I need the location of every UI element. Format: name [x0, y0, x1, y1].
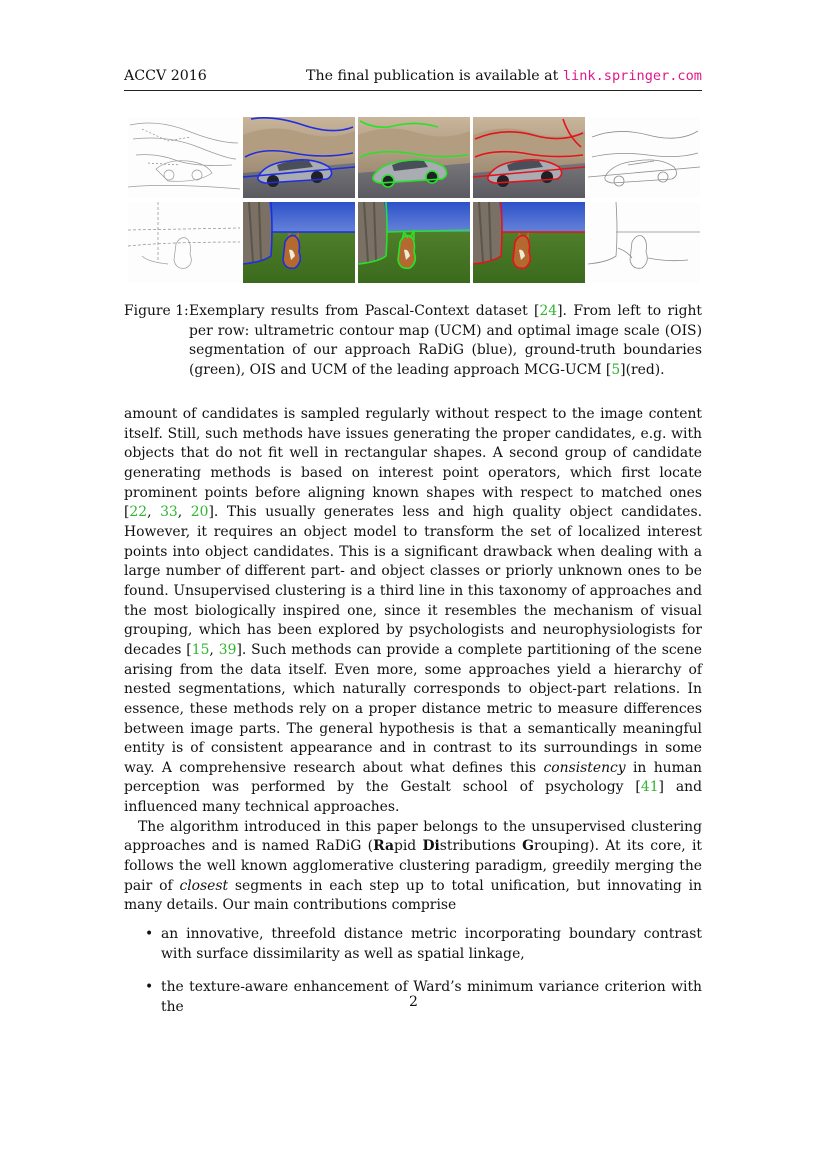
emphasis-closest: closest: [179, 877, 229, 894]
ois-ours-car: [243, 117, 355, 198]
p2-text: The algorithm introduced in this paper belongs to the unsupervised clustering approaches and is named RaDiG (: [124, 818, 702, 855]
p2-text: segments in each step up to total unification, but innovating in many details. Our main contributions comprise: [124, 877, 702, 914]
ground-truth-dog: [358, 202, 470, 283]
p2-text: stributions: [439, 838, 523, 855]
caption-label: Figure 1:: [124, 303, 189, 319]
acronym-bold: Di: [422, 838, 440, 855]
p1-sep: ,: [209, 641, 219, 658]
springer-link[interactable]: link.springer.com: [562, 68, 702, 84]
paragraph-2: [124, 818, 702, 916]
p1-sep: ,: [177, 504, 191, 521]
p1-sep: ,: [147, 504, 161, 521]
acronym-bold: Ra: [373, 838, 394, 855]
page-number: 2: [409, 994, 418, 1010]
list-item: • an innovative, threefold distance metric incorporating boundary contrast with surface dissimilarity as well as spatial linkage,: [124, 925, 702, 964]
caption-text-2: ]. From left to right per row: ultrametric contour map (UCM) and optimal image scale (OIS) segmentation of our approach RaDiG (blue), ground-truth boundaries (green), OIS and UCM of the leading approach MCG-UCM [: [189, 303, 702, 378]
running-header: [124, 68, 702, 91]
ois-ours-dog: [243, 202, 355, 283]
ucm-map-ours-dog: [128, 202, 240, 283]
caption-text: [189, 302, 702, 380]
p1-text: ]. This usually generates less and high quality object candidates. However, it requires an object model to transform the set of localized interest points into object candidates. This is a significant drawback when dealing with a large number of different part- and object classes or priorly unknown ones to be found. Unsupervised clustering is a third line in this taxonomy of approaches and the most biologically inspired one, since it resembles the mechanism of visual grouping, which has been explored by psychologists and neurophysiologists for decades [: [124, 504, 702, 658]
figure-1: [127, 117, 701, 284]
ucm-map-mcg-car: [588, 117, 700, 198]
ground-truth-car: [358, 117, 470, 198]
p1-text: in human perception was performed by the Gestalt school of psychology [: [124, 759, 702, 796]
citation-link[interactable]: 33: [160, 504, 178, 521]
body-text: [124, 405, 702, 1032]
citation-link[interactable]: 5: [611, 361, 621, 378]
header-publication-note: [306, 68, 702, 84]
p1-text: ] and influenced many technical approaches.: [124, 779, 702, 816]
ois-mcg-car: [473, 117, 585, 198]
header-venue: ACCV 2016: [124, 68, 207, 84]
p2-text: rouping). At its core, it follows the well known agglomerative clustering paradigm, greedily merging the pair of: [124, 838, 702, 894]
citation-link[interactable]: 24: [539, 303, 558, 319]
citation-link[interactable]: 41: [640, 779, 659, 796]
ucm-map-mcg-dog: [588, 202, 700, 283]
citation-link[interactable]: 39: [218, 641, 237, 658]
citation-link[interactable]: 20: [190, 504, 209, 521]
p1-text: amount of candidates is sampled regularly without respect to the image content itself. Still, such methods have issues generating the proper candidates, e.g. with objects that do not fit well in rectangular shapes. A second group of candidate generating methods is based on interest point operators, which first locate prominent points before aligning known shapes with respect to matched ones [: [124, 406, 702, 521]
list-item: • the texture-aware enhancement of Ward’s minimum variance criterion with the: [124, 978, 702, 1017]
caption-text-3: ](red).: [620, 361, 665, 378]
caption-text-1: Exemplary results from Pascal-Context dataset [: [189, 303, 540, 319]
p2-text: pid: [393, 838, 423, 855]
emphasis-consistency: consistency: [543, 759, 626, 776]
acronym-bold: G: [522, 838, 535, 855]
paragraph-1: [124, 405, 702, 818]
ucm-map-ours-car: [128, 117, 240, 198]
p1-text: ]. Such methods can provide a complete partitioning of the scene arising from the data itself. Even more, some approaches yield a hierarchy of nested segmentations, which naturally corresponds to object-part relations. In essence, these methods rely on a proper distance metric to measure differences between image parts. The general hypothesis is that a semantically meaningful entity is of consistent appearance and in contrast to its surroundings in some way. A comprehensive research about what defines this: [124, 641, 702, 776]
ois-mcg-dog: [473, 202, 585, 283]
citation-link[interactable]: 22: [129, 504, 148, 521]
header-publication-prefix: The final publication is available at: [306, 68, 563, 84]
citation-link[interactable]: 15: [191, 641, 210, 658]
